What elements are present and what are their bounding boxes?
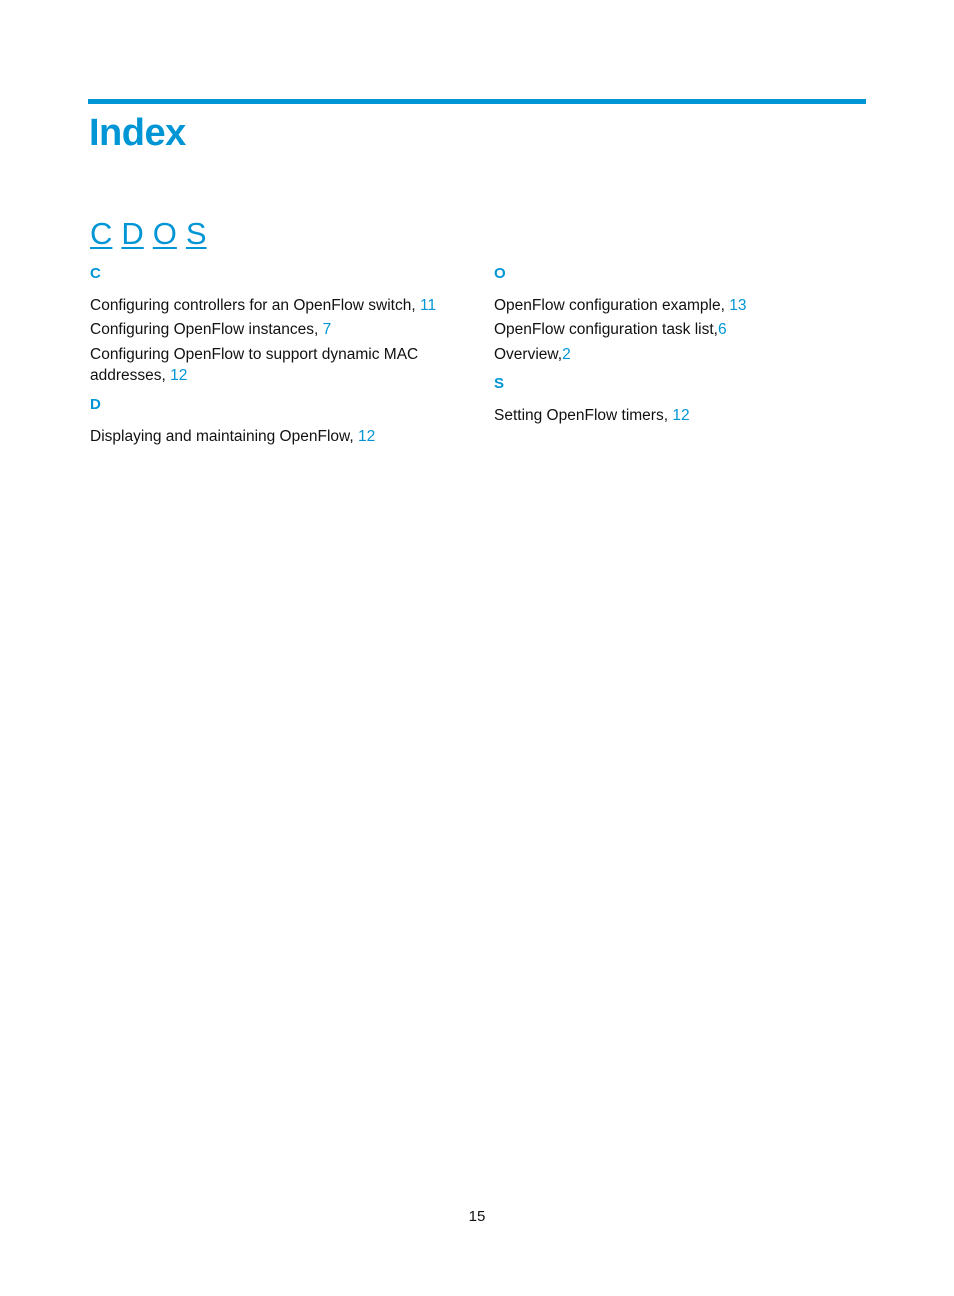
index-entry (90, 344, 435, 386)
entry-text: Overview, (494, 346, 563, 363)
section-heading-c: C (90, 265, 101, 282)
entry-text: Configuring OpenFlow instances, (90, 321, 319, 338)
index-entry (90, 319, 450, 340)
entry-text: Configuring controllers for an OpenFlow switch, (90, 297, 416, 314)
title-rule (88, 99, 866, 104)
page-reference-link[interactable]: 12 (170, 367, 188, 384)
index-entry (90, 426, 450, 447)
nav-letter-c[interactable]: C (90, 216, 113, 251)
page-reference-link[interactable]: 12 (672, 407, 690, 424)
entry-text: Setting OpenFlow timers, (494, 407, 669, 424)
page-reference-link[interactable]: 7 (322, 321, 332, 338)
index-entry (494, 295, 854, 316)
nav-letter-d[interactable]: D (121, 216, 144, 251)
entry-text: OpenFlow configuration example, (494, 297, 725, 314)
letter-navigation (90, 214, 207, 254)
entry-text: Configuring OpenFlow to support dynamic MAC addresses, (90, 346, 419, 384)
entry-text: OpenFlow configuration task list, (494, 321, 718, 338)
section-heading-d: D (90, 396, 101, 413)
index-entry (90, 295, 450, 316)
nav-letter-s[interactable]: S (185, 216, 207, 251)
section-heading-o: O (494, 265, 506, 282)
index-entry (494, 344, 854, 365)
page-reference-link[interactable]: 12 (357, 428, 376, 445)
page-reference-link[interactable]: 13 (729, 297, 747, 314)
page-reference-link[interactable]: 11 (419, 297, 437, 314)
page-reference-link[interactable]: 2 (562, 346, 571, 363)
page-reference-link[interactable]: 6 (718, 321, 727, 338)
entry-text: Displaying and maintaining OpenFlow, (90, 428, 354, 445)
page-title: Index (89, 112, 186, 154)
section-heading-s: S (494, 375, 505, 392)
nav-letter-o[interactable]: O (152, 216, 177, 251)
index-entry (494, 405, 854, 426)
page-number: 15 (468, 1208, 486, 1225)
index-entry (494, 319, 854, 340)
